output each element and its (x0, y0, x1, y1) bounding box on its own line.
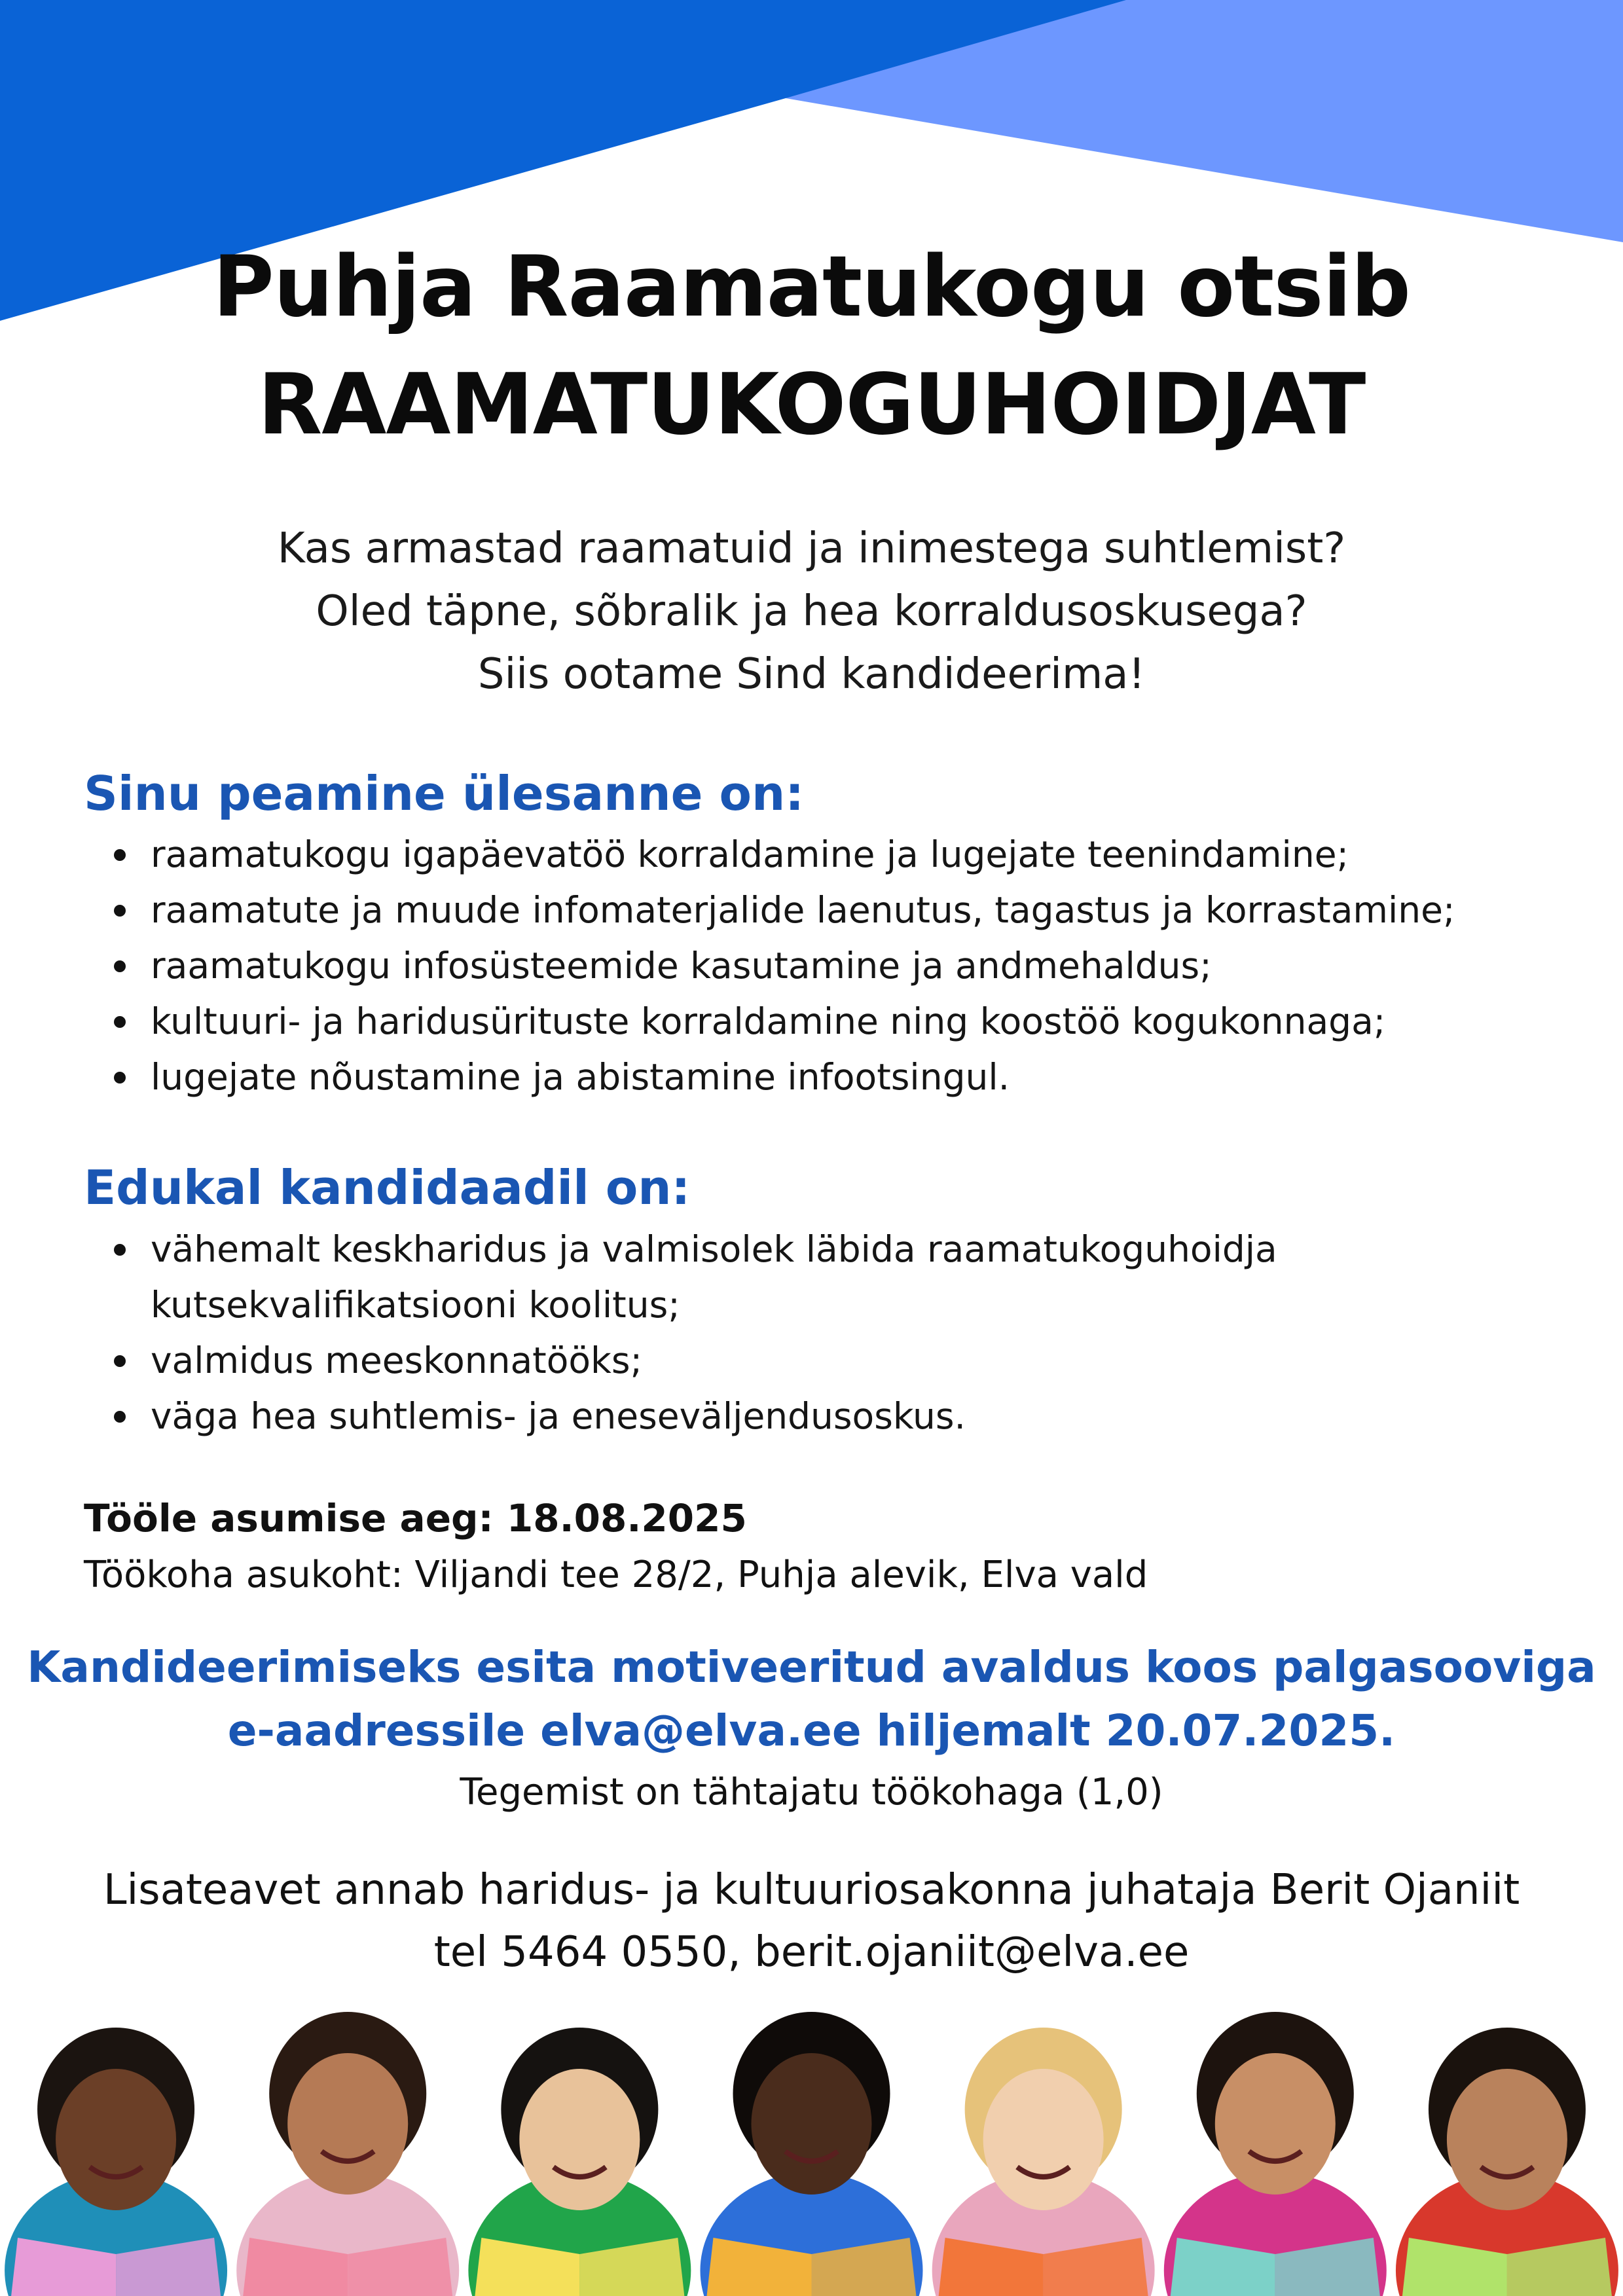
requirements-heading: Edukal kandidaadil on: (84, 1160, 691, 1215)
child-face (1447, 2069, 1567, 2210)
child-face (56, 2069, 176, 2210)
application-deadline: e-aadressile elva@elva.ee hiljemalt 20.07.2025. (227, 1705, 1396, 1756)
child-face (519, 2069, 640, 2210)
job-title: RAAMATUKOGUHOIDJAT (257, 356, 1366, 454)
list-item: raamatukogu infosüsteemide kasutamine ja andmehaldus; (84, 938, 1455, 994)
page-title: Puhja Raamatukogu otsib (213, 238, 1410, 336)
children-reading-illustration (0, 1963, 1623, 2296)
child-face (752, 2053, 872, 2195)
intro-line: Siis ootame Sind kandideerima! (477, 650, 1146, 699)
list-item: raamatukogu igapäevatöö korraldamine ja lugejate teenindamine; (84, 827, 1455, 883)
list-item: lugejate nõustamine ja abistamine infootsingul. (84, 1049, 1455, 1105)
list-item: raamatute ja muude infomaterjalide laenutus, tagastus ja korrastamine; (84, 883, 1455, 938)
requirements-list (84, 1222, 1277, 1444)
list-item: valmidus meeskonnatööks; (84, 1333, 1277, 1389)
list-item: väga hea suhtlemis- ja eneseväljendusoskus. (84, 1389, 1277, 1444)
duties-list (84, 827, 1455, 1105)
list-item-continuation: kutsekvalifikatsiooni koolitus; (151, 1284, 680, 1326)
intro-line: Oled täpne, sõbralik ja hea korraldusoskusega? (316, 587, 1307, 636)
list-item-text: vähemalt keskharidus ja valmisolek läbida raamatukoguhoidja (151, 1228, 1277, 1270)
child-face (287, 2053, 408, 2195)
child-face (1215, 2053, 1336, 2195)
list-item (84, 1222, 1277, 1333)
contact-details: tel 5464 0550, berit.ojaniit@elva.ee (433, 1928, 1190, 1977)
list-item: kultuuri- ja haridusürituste korraldamine ning koostöö kogukonnaga; (84, 994, 1455, 1049)
intro-text (0, 517, 1623, 706)
contact-person: Lisateavet annab haridus- ja kultuuriosakonna juhataja Berit Ojaniit (103, 1866, 1520, 1914)
work-location: Töökoha asukoht: Viljandi tee 28/2, Puhja alevik, Elva vald (84, 1554, 1148, 1596)
start-date: Tööle asumise aeg: 18.08.2025 (84, 1496, 747, 1540)
intro-line: Kas armastad raamatuid ja inimestega suhtlemist? (277, 524, 1346, 573)
application-instruction: Kandideerimiseks esita motiveeritud avaldus koos palgasooviga (27, 1642, 1596, 1692)
child-face (983, 2069, 1104, 2210)
contract-term: Tegemist on tähtajatu töökohaga (1,0) (460, 1771, 1163, 1813)
duties-heading: Sinu peamine ülesanne on: (84, 766, 805, 821)
